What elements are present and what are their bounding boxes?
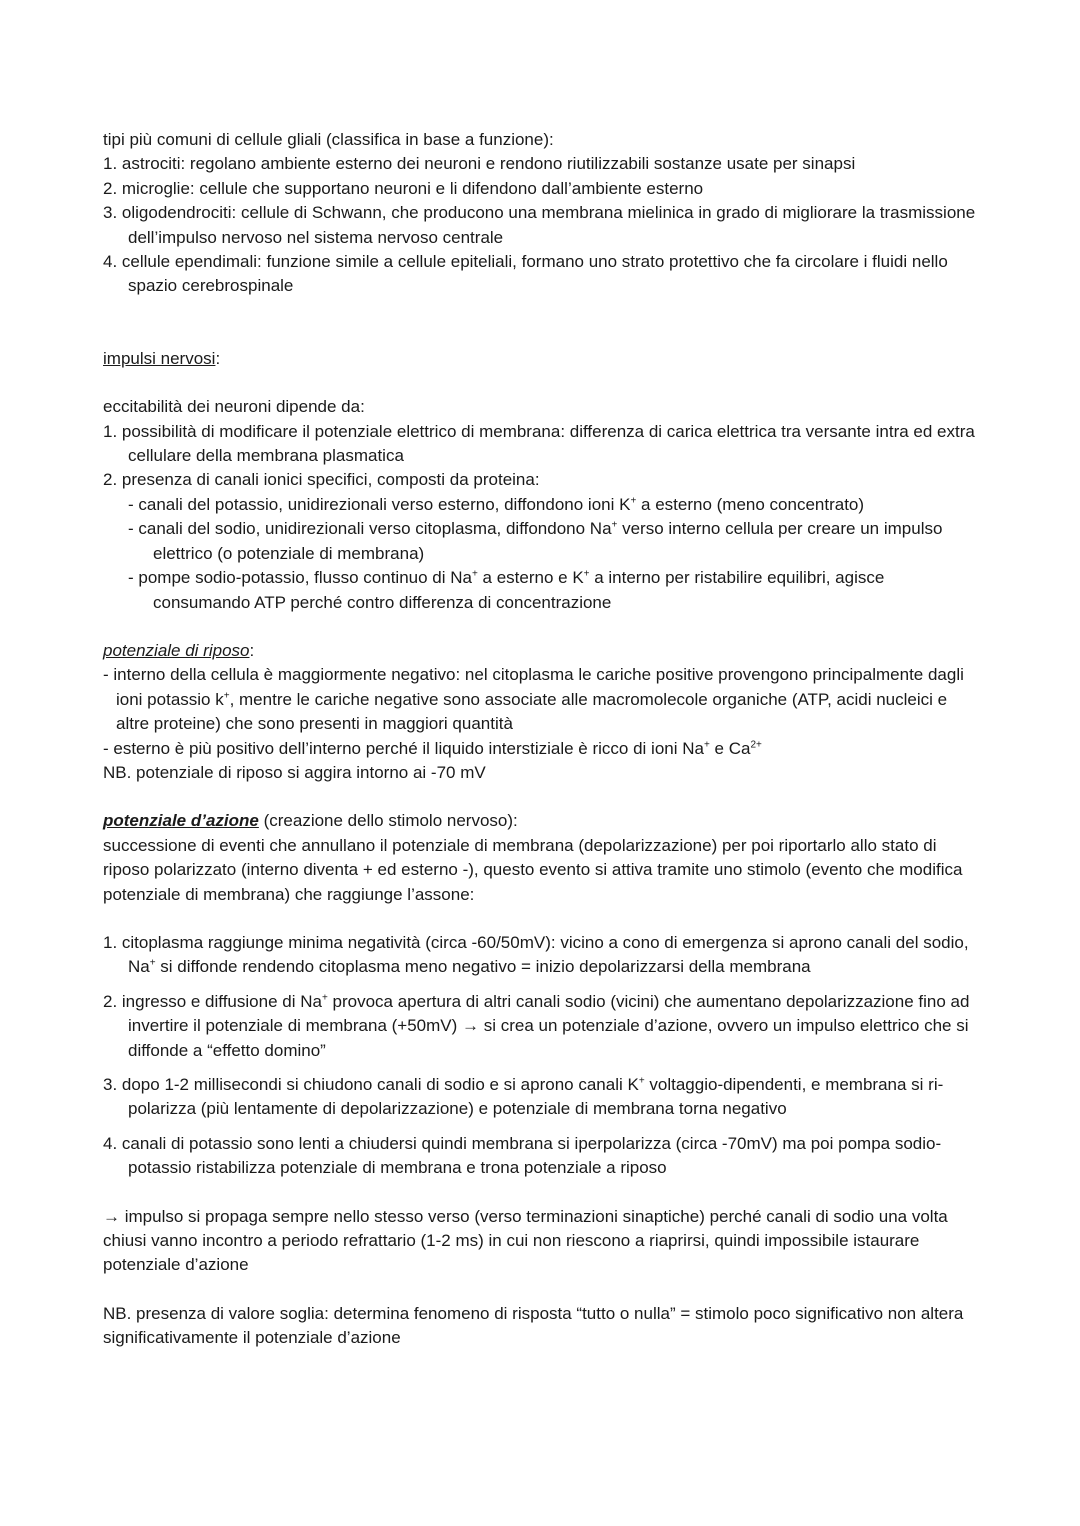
resting-heading: potenziale di riposo: [103, 640, 250, 660]
action-step-1: 1. citoplasma raggiunge minima negatività (circa -60/50mV): vicino a cono di emergenza si aprono canali del sodio, Na+ si diffonde rendendo citoplasma meno negativo = inizio depolarizzarsi della membrana: [103, 932, 969, 977]
potassium-channels: - canali del potassio, unidirezionali verso esterno, diffondono ioni K+ a esterno (meno concentrato): [128, 494, 865, 514]
action-step-4: 4. canali di potassio sono lenti a chiudersi quindi membrana si iperpolarizza (circa -70mV) ma poi pompa sodio-potassio ristabilizza potenziale di membrana e trona potenziale a riposo: [103, 1133, 942, 1178]
glial-intro: tipi più comuni di cellule gliali (classifica in base a funzione):: [103, 130, 554, 149]
glial-item-ependymal: 4. cellule ependimali: funzione simile a cellule epiteliali, formano uno strato protettivo che fa circolare i fluidi nello spazio cerebrospinale: [103, 252, 948, 296]
action-step-3: 3. dopo 1-2 millisecondi si chiudono canali di sodio e si aprono canali K+ voltaggio-dipendenti, e membrana si ri-polarizza (più lentamente di depolarizzazione) e potenziale di membrana torna negativo: [103, 1075, 944, 1119]
sodium-channels: - canali del sodio, unidirezionali verso citoplasma, diffondono Na+ verso interno cellula per creare un impulso elettrico (o potenziale di membrana): [128, 519, 943, 563]
resting-inside: - interno della cellula è maggiormente negativo: nel citoplasma le cariche positive provengono principalmente dagli ioni potassio k+, mentre le cariche negative sono associate alle macromolecole organiche (ATP, acidi nucleici e altre proteine) che sono presenti in maggiori quantità: [103, 665, 964, 734]
propagation-note: → impulso si propaga sempre nello stesso verso (verso terminazioni sinaptiche) perché canali di sodio una volta chiusi vanno incontro a periodo refrattario (1-2 ms) in cui non riescono a riaprirsi, quindi impossibile istaurare potenziale d’azione: [103, 1206, 948, 1275]
glial-item-microglia: 2. microglie: cellule che supportano neuroni e li difendono dall’ambiente esterno: [103, 178, 704, 198]
threshold-note: NB. presenza di valore soglia: determina fenomeno di risposta “tutto o nulla” = stimolo poco significativo non altera significativamente il potenziale d’azione: [103, 1303, 964, 1348]
glial-item-oligodendrocytes: 3. oligodendrociti: cellule di Schwann, che producono una membrana mielinica in grado di migliorare la trasmissione dell’impulso nervoso nel sistema nervoso centrale: [103, 203, 976, 247]
impulses-heading: impulsi nervosi: [103, 348, 216, 368]
sodium-potassium-pump: - pompe sodio-potassio, flusso continuo di Na+ a esterno e K+ a interno per ristabilire equilibri, agisce consumando ATP perché contro differenza di concentrazione: [128, 568, 885, 612]
excitability-item-1: 1. possibilità di modificare il potenziale elettrico di membrana: differenza di carica elettrica tra versante intra ed extra cellulare della membrana plasmatica: [103, 421, 975, 466]
resting-outside: - esterno è più positivo dell’interno perché il liquido interstiziale è ricco di ioni Na+ e $Ca^{2+}$: [103, 738, 762, 758]
section-heading-action: [103, 809, 983, 833]
excitability-intro: eccitabilità dei neuroni dipende da:: [103, 397, 365, 417]
action-heading-note: (creazione dello stimolo nervoso):: [258, 811, 518, 831]
action-description: successione di eventi che annullano il potenziale di membrana (depolarizzazione) per poi riportarlo allo stato di riposo polarizzato (interno diventa + ed esterno -), questo evento si attiva tramite uno stimolo (evento che modifica potenziale di membrana) che raggiunge l’assone:: [103, 835, 963, 904]
glial-item-astrocytes: 1. astrociti: regolano ambiente esterno dei neuroni e rendono riutilizzabili sostanze usate per sinapsi: [103, 154, 856, 174]
section-heading-resting: potenziale di riposo:: [103, 640, 255, 660]
arrow-icon: →: [462, 1016, 480, 1036]
action-step-2: 2. ingresso e diffusione di Na+ provoca apertura di altri canali sodio (vicini) che aumentano depolarizzazione fino ad invertire il potenziale di membrana (+50mV) → si crea un potenziale d’azione, ovvero un impulso elettrico che si diffonde a “effetto domino”: [103, 991, 970, 1060]
section-heading-impulses: impulsi nervosi:: [103, 348, 221, 368]
action-heading: potenziale d’azione: [103, 811, 259, 831]
resting-nb: NB. potenziale di riposo si aggira intorno ai -70 mV: [103, 762, 486, 782]
document-body: [103, 128, 983, 1351]
arrow-icon: →: [103, 1206, 120, 1226]
excitability-item-2: 2. presenza di canali ionici specifici, composti da proteina:: [103, 470, 540, 490]
